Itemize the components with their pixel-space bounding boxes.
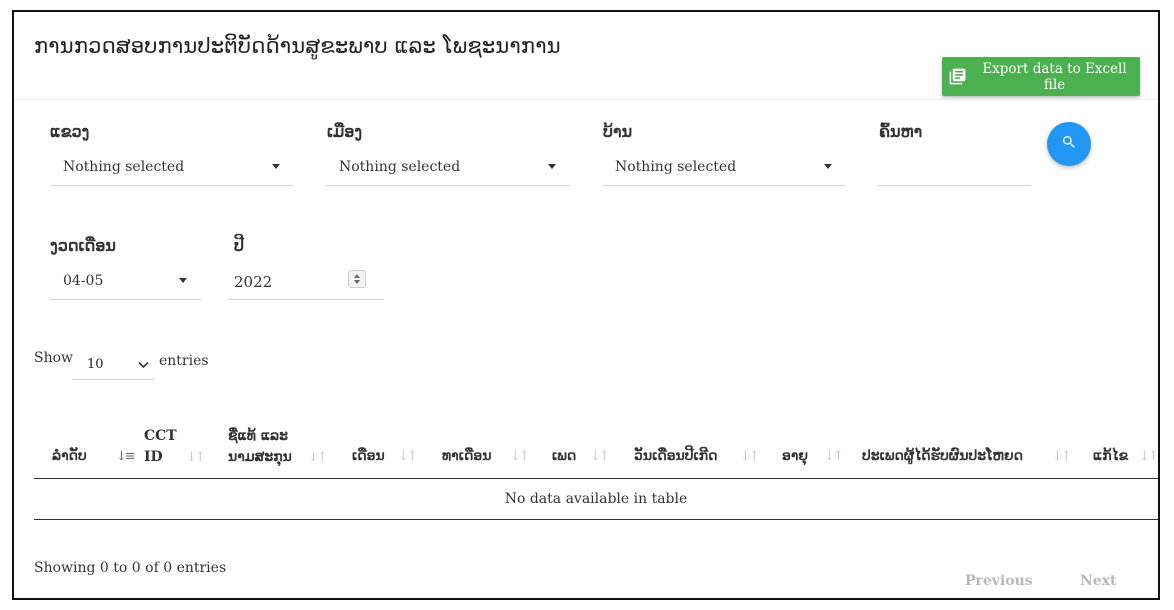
page-length-select[interactable] [72, 348, 154, 380]
search-input[interactable] [878, 146, 1031, 186]
caret-down-icon [824, 164, 832, 169]
column-header-label: ນາມສະກຸນ [228, 449, 292, 465]
search-icon [1061, 134, 1077, 154]
sort-icon: ↓↑ [1052, 449, 1070, 464]
caret-down-icon [179, 278, 187, 283]
column-header-label: ລຳດັບ [52, 448, 87, 464]
page-title: ການກວດສອບການປະຕິບັດດ້ານສູຂະພາບ ແລະ ໂພຊະນາການ [34, 34, 561, 58]
district-label: ເມືອງ [327, 122, 363, 141]
column-header-beneficiary-type[interactable] [862, 446, 1070, 467]
column-header-edit[interactable] [1093, 446, 1157, 467]
column-header-birth-date[interactable] [634, 446, 758, 467]
search-label: ຄົ້ນຫາ [879, 122, 923, 141]
next-page-button[interactable]: Next [1080, 573, 1117, 589]
column-header-full-name[interactable] [228, 426, 326, 468]
caret-down-icon [272, 164, 280, 169]
library-books-icon [948, 67, 967, 86]
column-header-order[interactable] [52, 446, 134, 467]
sort-icon: ↓↑ [590, 449, 608, 464]
column-header-label: ທາເດືອນ [442, 448, 492, 464]
entries-label: entries [159, 353, 209, 369]
table-empty-message: No data available in table [504, 491, 688, 507]
spin-down-icon [354, 280, 360, 284]
caret-down-icon [548, 164, 556, 169]
sort-icon: ↓↑ [398, 449, 416, 464]
sort-icon: ↓↑ [510, 449, 528, 464]
column-header-label: ແກ້ໄຂ [1093, 448, 1129, 464]
village-select[interactable] [602, 146, 846, 186]
export-excel-button[interactable] [942, 57, 1140, 96]
column-header-month[interactable] [352, 446, 416, 467]
column-header-label: ຊື່ແທ້ ແລະ [228, 428, 288, 444]
year-input-value: 2022 [234, 273, 273, 291]
page-length-value: 10 [87, 357, 104, 372]
spin-up-icon [354, 274, 360, 278]
export-button-label: Export data to Excell file [982, 60, 1127, 93]
chevron-down-icon [138, 358, 149, 372]
year-input[interactable] [228, 260, 384, 300]
column-header-label: ອາຍຸ [782, 448, 809, 464]
header-divider [14, 99, 1158, 100]
district-select[interactable] [326, 146, 570, 186]
district-select-value: Nothing selected [339, 159, 461, 175]
province-select-value: Nothing selected [63, 159, 185, 175]
column-header-cct-id[interactable] [144, 426, 204, 468]
sort-icon: ↓↑ [824, 449, 842, 464]
sort-icon: ↓↑ [1139, 449, 1157, 464]
column-header-label: ວັນເດືອນປີເກີດ [634, 448, 718, 464]
show-label: Show [34, 350, 74, 366]
column-header-label: ເພດ [552, 448, 577, 464]
village-label: ບ້ານ [603, 122, 633, 141]
month-period-label: ງວດເດືອນ [50, 236, 116, 255]
column-header-label: CCT [144, 428, 177, 444]
column-header-age[interactable] [782, 446, 842, 467]
column-header-label: ເດືອນ [352, 448, 385, 464]
column-header-gender[interactable] [552, 446, 608, 467]
table-info: Showing 0 to 0 of 0 entries [34, 560, 227, 576]
village-select-value: Nothing selected [615, 159, 737, 175]
province-select[interactable] [50, 146, 294, 186]
year-label: ປີ [234, 236, 244, 255]
sort-icon: ↓↑ [186, 450, 204, 465]
search-button[interactable] [1047, 122, 1091, 166]
table-bottom-divider [34, 519, 1158, 520]
year-spinner[interactable] [348, 270, 366, 288]
table-header-divider [34, 478, 1158, 479]
previous-page-button[interactable]: Previous [965, 573, 1033, 589]
column-header-salary-month[interactable] [442, 446, 528, 467]
month-period-select[interactable] [50, 260, 201, 300]
column-header-label: ID [144, 449, 163, 465]
province-label: ແຂວງ [50, 122, 90, 141]
column-header-label: ປະເພດຜູ້ໄດ້ຮັບຜົນປະໂຫຍດ [862, 448, 1023, 464]
page-frame [12, 10, 1160, 600]
sort-icon: ↓↑ [740, 449, 758, 464]
month-period-value: 04-05 [63, 273, 104, 289]
sort-asc-icon: ↓≡ [116, 449, 134, 464]
sort-icon: ↓↑ [308, 450, 326, 465]
